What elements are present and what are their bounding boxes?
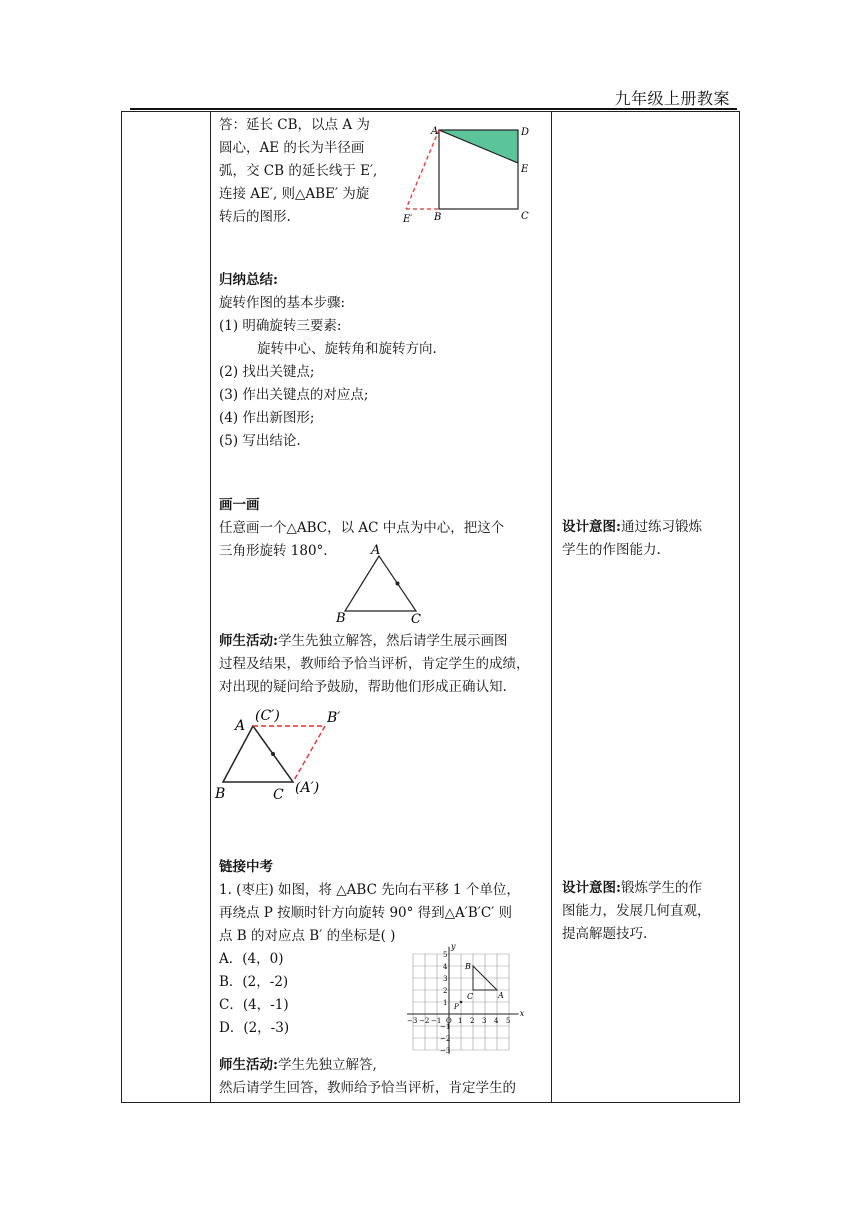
label-e-prime: E′	[403, 214, 413, 225]
x-tick-label: −1	[431, 1017, 442, 1025]
content-column	[211, 112, 552, 1103]
label-b: B	[434, 212, 442, 223]
activity1-label: 师生活动:	[219, 633, 278, 649]
x-tick-label: −2	[419, 1017, 430, 1025]
summary-step: (3) 作出关键点的对应点;	[219, 387, 369, 403]
label-c: C	[273, 787, 284, 803]
summary-step: 旋转中心、旋转角和旋转方向.	[257, 341, 437, 357]
point-c-label: C	[467, 992, 474, 1001]
x-tick-label: O	[446, 1017, 452, 1025]
point-p-label: P	[454, 1003, 459, 1011]
left-column	[122, 112, 211, 1103]
activity1-line: 对出现的疑问给予鼓励，帮助他们形成正确认知.	[219, 679, 507, 695]
design-column	[552, 112, 740, 1103]
label-a: A	[431, 126, 439, 137]
triangle-abc-figure	[331, 542, 441, 627]
dashed-b2c	[293, 726, 325, 782]
x-tick-label: 3	[482, 1017, 487, 1025]
point-a-label: A	[498, 991, 504, 1000]
exam-question-line: 点 B 的对应点 B′ 的坐标是( )	[219, 928, 396, 944]
label-e: E	[521, 164, 529, 175]
activity2-line: 师生活动:学生先独立解答,	[219, 1057, 377, 1073]
y-tick-label: 4	[443, 963, 448, 971]
label-b: B	[336, 611, 346, 626]
summary-block	[219, 269, 549, 453]
x-tick-label: −3	[407, 1017, 418, 1025]
lesson-table	[121, 111, 740, 1103]
triangle-abc	[223, 726, 293, 782]
exam-option: D．(2，-3)	[219, 1020, 290, 1036]
activity2-block	[219, 1054, 553, 1100]
draw-title: 画一画	[219, 497, 260, 513]
answer-line: 弧，交 CB 的延长线于 E′,	[219, 163, 378, 179]
y-tick-label: 1	[443, 999, 448, 1007]
label-b-prime: B′	[327, 710, 341, 726]
y-tick-label: −2	[440, 1035, 451, 1043]
square-rotation-figure	[403, 122, 546, 232]
x-tick-label: 2	[470, 1017, 475, 1025]
answer-line: 圆心，AE 的长为半径画	[219, 140, 365, 156]
label-c-prime: (C′)	[255, 708, 280, 724]
label-c: C	[521, 211, 529, 222]
header-rule	[130, 108, 737, 110]
answer-block	[219, 114, 399, 229]
design-note-2: 设计意图:锻炼学生的作 图能力，发展几何直观， 提高解题技巧.	[562, 880, 711, 942]
summary-step: (2) 找出关键点;	[219, 364, 315, 380]
y-tick-label: 3	[443, 975, 448, 983]
summary-step: (5) 写出结论.	[219, 433, 301, 449]
activity2-label: 师生活动:	[219, 1057, 278, 1073]
x-tick-label: 5	[506, 1017, 511, 1025]
summary-step: (1) 明确旋转三要素:	[219, 318, 342, 334]
point-b-label: B	[465, 962, 471, 971]
design-label: 设计意图:	[562, 519, 621, 535]
exam-question-line: 1. (枣庄) 如图，将 △ABC 先向右平移 1 个单位，	[219, 882, 520, 898]
summary-intro: 旋转作图的基本步骤:	[219, 295, 346, 311]
answer-line: 连接 AE′, 则△ABE′ 为旋	[219, 186, 370, 202]
summary-title: 归纳总结:	[219, 272, 278, 288]
exam-question-line: 再绕点 P 按顺时针方向旋转 90° 得到△A′B′C′ 则	[219, 905, 513, 921]
header-title: 九年级上册教案	[614, 89, 730, 108]
label-b: B	[215, 786, 226, 802]
midpoint-ac	[396, 582, 400, 586]
y-axis-label: y	[451, 942, 456, 952]
label-a: A	[235, 718, 246, 734]
x-axis-label: x	[519, 1009, 525, 1018]
exam-title: 链接中考	[219, 859, 273, 875]
design-label: 设计意图:	[562, 880, 621, 896]
answer-line: 转后的图形.	[219, 209, 291, 225]
point-p	[460, 1001, 463, 1004]
label-c: C	[411, 612, 421, 627]
exam-option: A．(4，0)	[219, 951, 284, 967]
y-tick-label: 5	[443, 951, 448, 959]
draw-line: 任意画一个△ABC，以 AC 中点为中心，把这个	[219, 520, 505, 536]
y-tick-label: 2	[443, 987, 448, 995]
answer-line: 答：延长 CB，以点 A 为	[219, 117, 370, 133]
dashed-ae2	[406, 130, 439, 209]
midpoint-ac	[271, 752, 275, 756]
exam-option: C．(4，-1)	[219, 997, 289, 1013]
activity2-line: 然后请学生回答，教师给予恰当评析，肯定学生的	[219, 1080, 516, 1096]
label-d: D	[521, 127, 530, 138]
x-tick-label: 1	[458, 1017, 463, 1025]
triangle-abc	[345, 556, 416, 611]
activity1-block	[219, 630, 553, 699]
label-a-prime: (A′)	[295, 780, 320, 796]
draw-line: 三角形旋转 180°.	[219, 543, 328, 559]
activity1-line: 师生活动:学生先独立解答，然后请学生展示画图	[219, 633, 508, 649]
design-note-1: 设计意图:通过练习锻炼 学生的作图能力.	[562, 519, 702, 558]
x-tick-label: 4	[494, 1017, 499, 1025]
coordinate-grid-figure	[407, 942, 536, 1068]
label-a: A	[371, 543, 381, 558]
parallelogram-figure	[215, 704, 365, 804]
summary-step: (4) 作出新图形;	[219, 410, 315, 426]
exam-option: B．(2，-2)	[219, 974, 289, 990]
y-tick-label: −3	[440, 1047, 451, 1055]
activity1-line: 过程及结果，教师给予恰当评析，肯定学生的成绩，	[219, 656, 530, 672]
y-tick-label: −1	[440, 1023, 451, 1031]
